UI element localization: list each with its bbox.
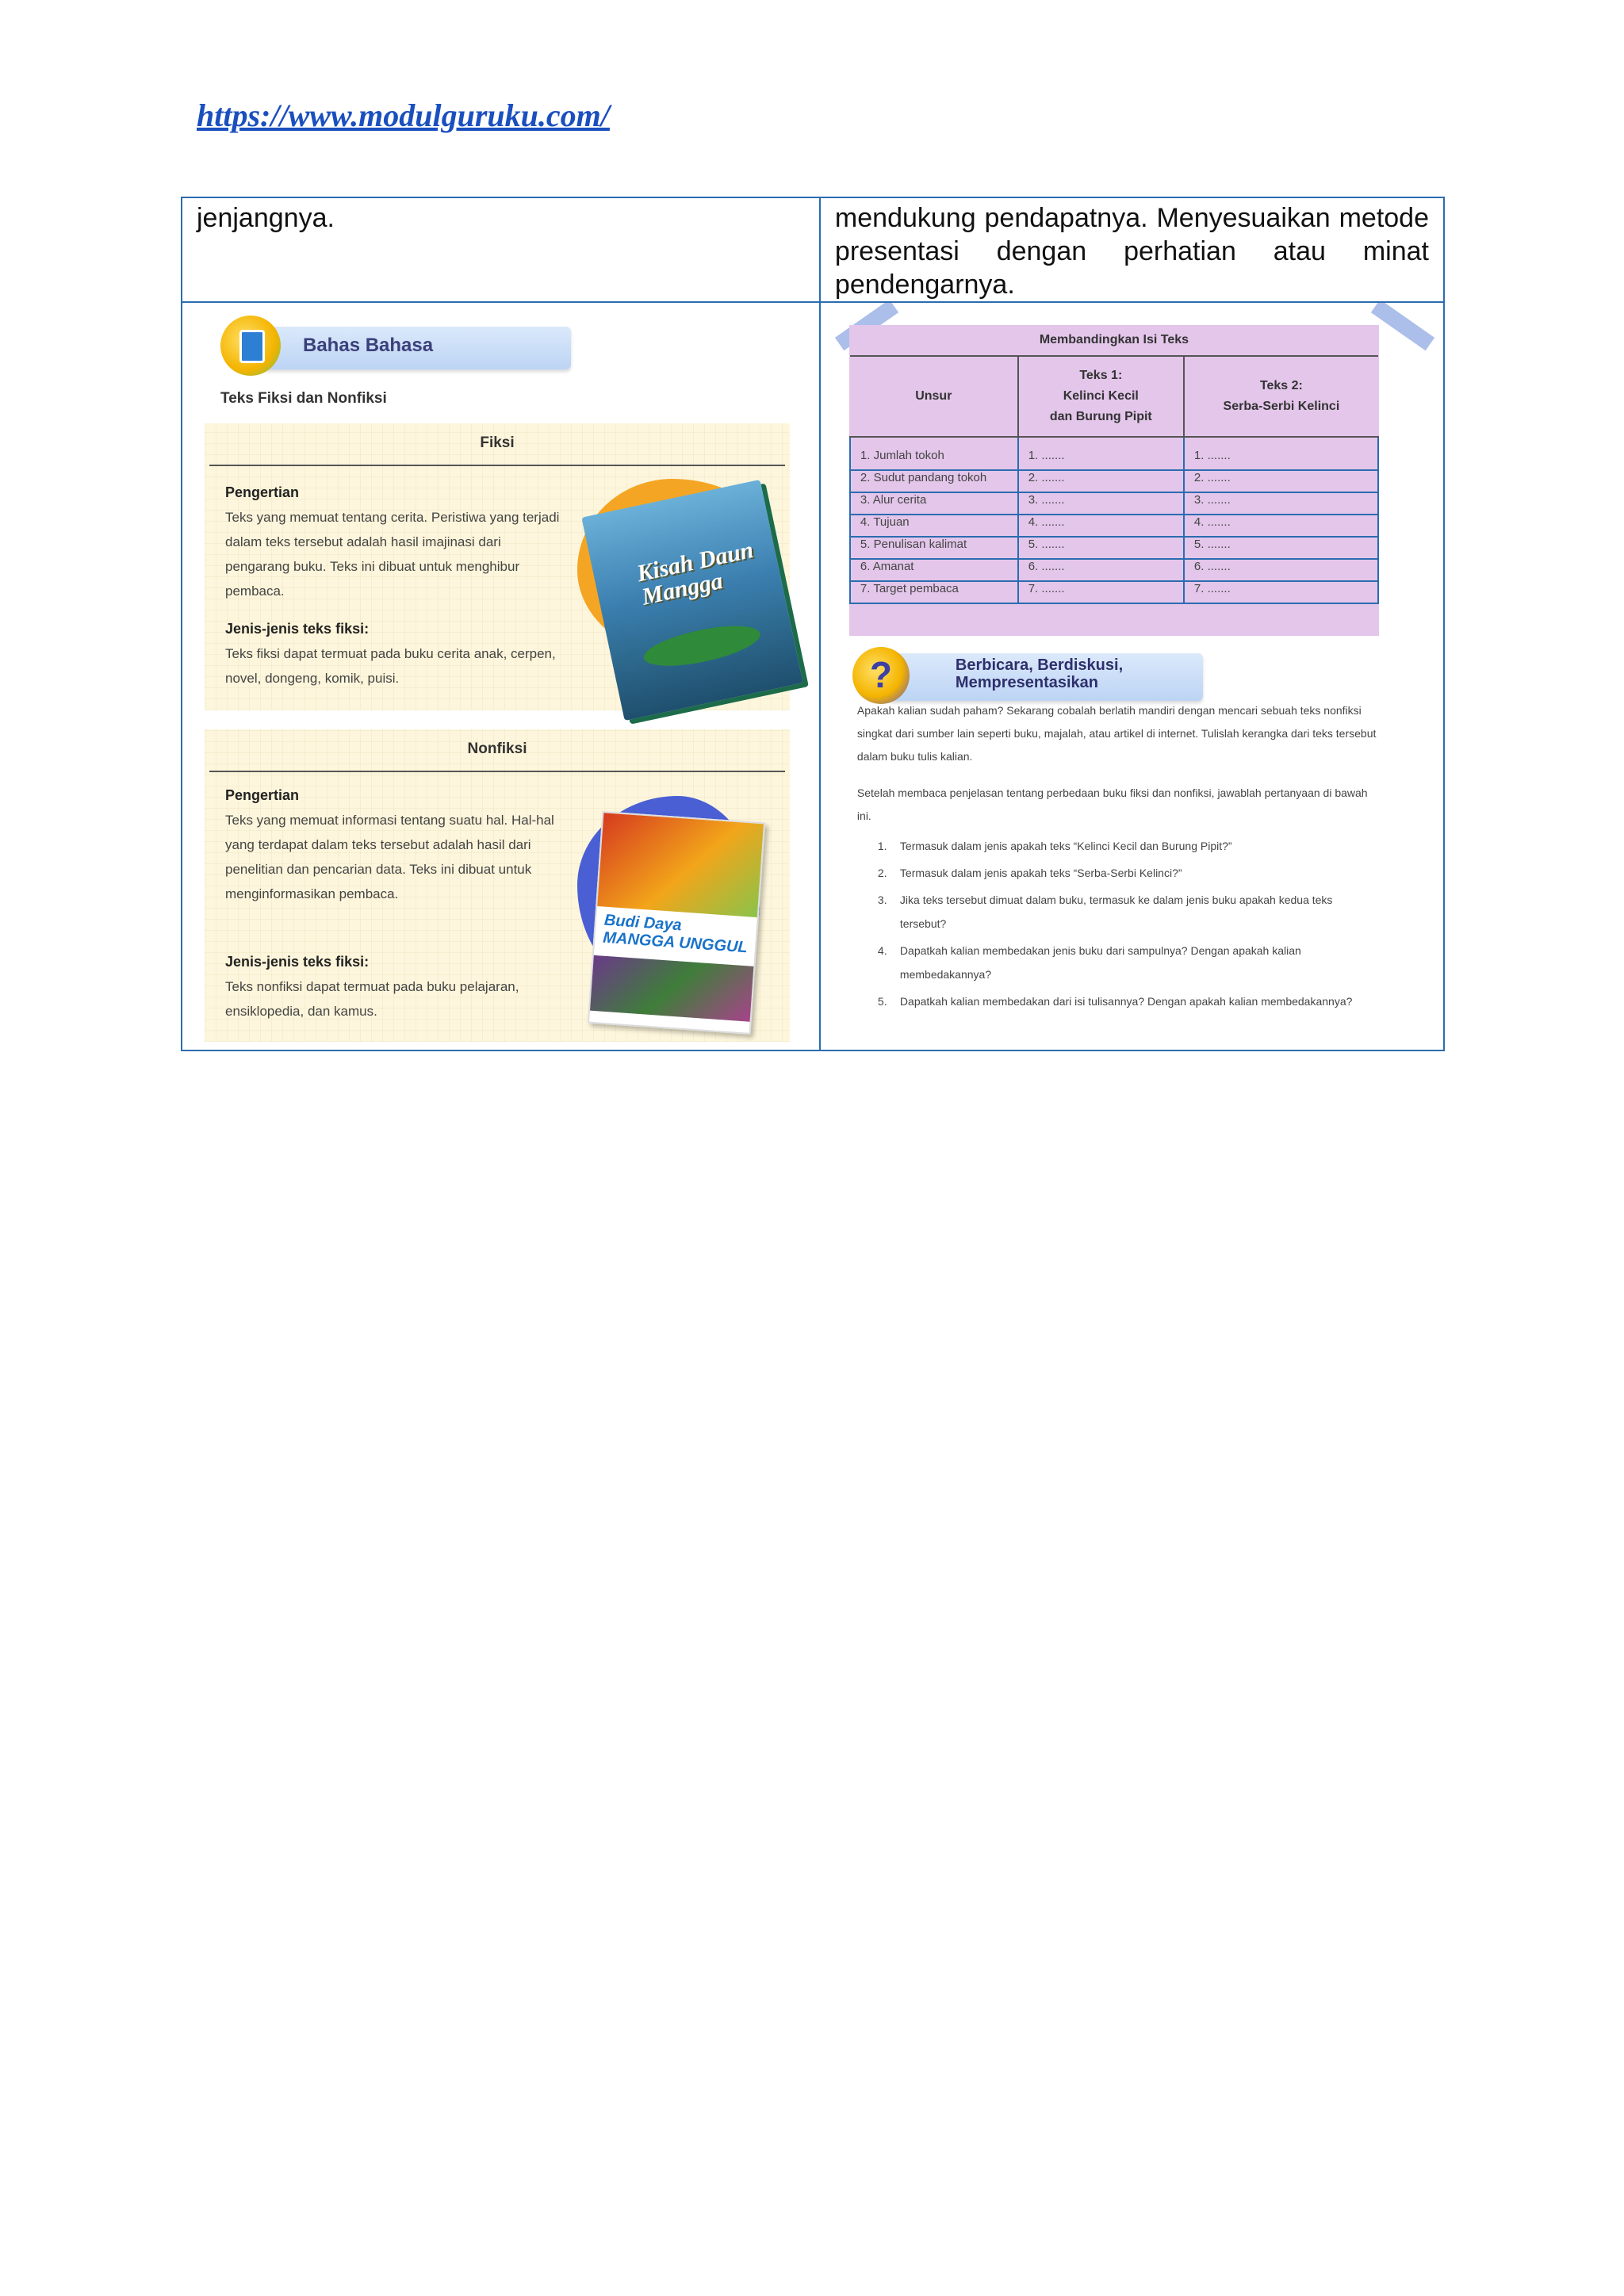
compare-table-box	[849, 325, 1379, 636]
fiksi-def-text: Teks yang memuat tentang cerita. Peristiwa yang terjadi dalam teks tersebut adalah hasil imajinasi dari pengarang buku. Teks ini dibuat untuk menghibur pembaca.	[225, 510, 560, 599]
flower-image	[590, 955, 753, 1022]
col-teks1-line: Kelinci Kecil	[1063, 389, 1139, 403]
teks1-cell: 7. .......	[1018, 581, 1184, 603]
unsur-cell: 4. Tujuan	[850, 515, 1018, 537]
fiction-book-cover	[581, 480, 802, 721]
nonfiksi-types-text: Teks nonfiksi dapat termuat pada buku pelajaran, ensiklopedia, dan kamus.	[225, 979, 519, 1019]
unsur-cell: 5. Penulisan kalimat	[850, 537, 1018, 559]
tape-decoration	[1371, 302, 1434, 350]
discussion-paragraph: Setelah membaca penjelasan tentang perbedaan buku fiksi dan nonfiksi, jawablah pertanyaan di bawah ini.	[856, 786, 1368, 822]
nonfiksi-types-label: Jenis-jenis teks fiksi:	[225, 954, 370, 970]
compare-row	[850, 470, 1378, 492]
list-item: 4. Dapatkah kalian membedakan jenis buku dari sampulnya? Dengan apakah kalian membedakannya?	[877, 944, 1301, 981]
col-unsur: Unsur	[850, 356, 1018, 437]
fiksi-box	[205, 423, 790, 710]
teks1-cell: 2. .......	[1018, 470, 1184, 492]
unsur-cell: 2. Sudut pandang tokoh	[850, 470, 1018, 492]
mango-image	[597, 813, 764, 917]
nonfiksi-heading: Nonfiksi	[209, 729, 785, 772]
discussion-title-line: Mempresentasikan	[955, 674, 1098, 691]
col-teks1-line: dan Burung Pipit	[1049, 410, 1152, 423]
list-item: 1. Termasuk dalam jenis apakah teks “Kelinci Kecil dan Burung Pipit?”	[877, 840, 1232, 852]
question-list	[878, 834, 1379, 1016]
discussion-cell	[820, 302, 1444, 1050]
teks1-cell: 6. .......	[1018, 559, 1184, 581]
nonfiction-book-cover	[588, 811, 765, 1035]
teks1-cell: 1. .......	[1018, 437, 1184, 470]
compare-row	[850, 515, 1378, 537]
question-icon: ?	[852, 647, 910, 704]
nonfiction-book-title: Budi Daya MANGGA UNGGUL	[602, 911, 749, 957]
nonfiksi-def-text: Teks yang memuat informasi tentang suatu hal. Hal-hal yang terdapat dalam teks tersebut adalah hasil dari penelitian dan pencarian data. Teks ini dibuat untuk menginformasikan pembaca.	[225, 813, 554, 901]
fiksi-nonfiksi-cell	[182, 302, 820, 1050]
compare-table	[849, 355, 1379, 604]
content-table	[181, 197, 1445, 1051]
compare-title: Membandingkan Isi Teks	[1039, 333, 1189, 346]
col-teks1	[1018, 356, 1184, 437]
banner-title: Bahas Bahasa	[303, 335, 434, 356]
compare-row	[850, 537, 1378, 559]
bahas-bahasa-banner	[220, 316, 569, 371]
header-url-link[interactable]: https://www.modulguruku.com/	[197, 98, 610, 133]
row1-left-cell: jenjangnya.	[182, 197, 820, 302]
unsur-cell: 7. Target pembaca	[850, 581, 1018, 603]
compare-row	[850, 581, 1378, 603]
fiksi-heading: Fiksi	[209, 423, 785, 466]
row1-right-cell: mendukung pendapatnya. Menyesuaikan metode presentasi dengan perhatian atau minat pendengarnya.	[820, 197, 1444, 302]
teks1-cell: 4. .......	[1018, 515, 1184, 537]
list-item: 5. Dapatkah kalian membedakan dari isi tulisannya? Dengan apakah kalian membedakannya?	[877, 995, 1353, 1008]
discussion-banner	[852, 647, 1201, 702]
teks1-cell: 5. .......	[1018, 537, 1184, 559]
list-item: 3. Jika teks tersebut dimuat dalam buku, termasuk ke dalam jenis buku apakah kedua teks tersebut?	[877, 894, 1333, 930]
discussion-title	[956, 656, 1123, 691]
unsur-cell: 3. Alur cerita	[850, 492, 1018, 515]
list-item: 2. Termasuk dalam jenis apakah teks “Serba-Serbi Kelinci?”	[877, 867, 1182, 879]
book-icon	[220, 316, 281, 376]
discussion-title-line: Berbicara, Berdiskusi,	[955, 656, 1124, 674]
unsur-cell: 1. Jumlah tokoh	[850, 437, 1018, 470]
table-row	[182, 302, 1444, 1050]
nonfiksi-box	[205, 729, 790, 1042]
teks2-cell: 2. .......	[1184, 470, 1378, 492]
teks2-cell: 6. .......	[1184, 559, 1378, 581]
teks2-cell: 7. .......	[1184, 581, 1378, 603]
col-teks1-line: Teks 1:	[1079, 369, 1123, 382]
col-teks2	[1184, 356, 1378, 437]
table-row	[182, 197, 1444, 302]
compare-row	[850, 559, 1378, 581]
teks2-cell: 4. .......	[1184, 515, 1378, 537]
fiksi-def-label: Pengertian	[225, 484, 300, 500]
section-subtitle: Teks Fiksi dan Nonfiksi	[220, 390, 387, 407]
teks2-cell: 1. .......	[1184, 437, 1378, 470]
teks1-cell: 3. .......	[1018, 492, 1184, 515]
teks2-cell: 5. .......	[1184, 537, 1378, 559]
discussion-paragraph: Apakah kalian sudah paham? Sekarang cobalah berlatih mandiri dengan mencari sebuah teks nonfiksi singkat dari sumber lain seperti buku, majalah, atau artikel di internet. Tulislah kerangka dari teks tersebut dalam buku tulis kalian.	[856, 704, 1377, 763]
unsur-cell: 6. Amanat	[850, 559, 1018, 581]
col-teks2-line: Teks 2:	[1259, 379, 1303, 392]
nonfiksi-def-label: Pengertian	[225, 787, 300, 803]
fiction-book-title: Kisah Daun Mangga	[634, 537, 756, 610]
teks2-cell: 3. .......	[1184, 492, 1378, 515]
compare-row	[850, 437, 1378, 470]
col-teks2-line: Serba-Serbi Kelinci	[1223, 400, 1340, 413]
fiksi-types-label: Jenis-jenis teks fiksi:	[225, 621, 370, 637]
fiksi-types-text: Teks fiksi dapat termuat pada buku cerita anak, cerpen, novel, dongeng, komik, puisi.	[225, 646, 556, 686]
compare-row	[850, 492, 1378, 515]
leaf-icon	[641, 618, 764, 674]
